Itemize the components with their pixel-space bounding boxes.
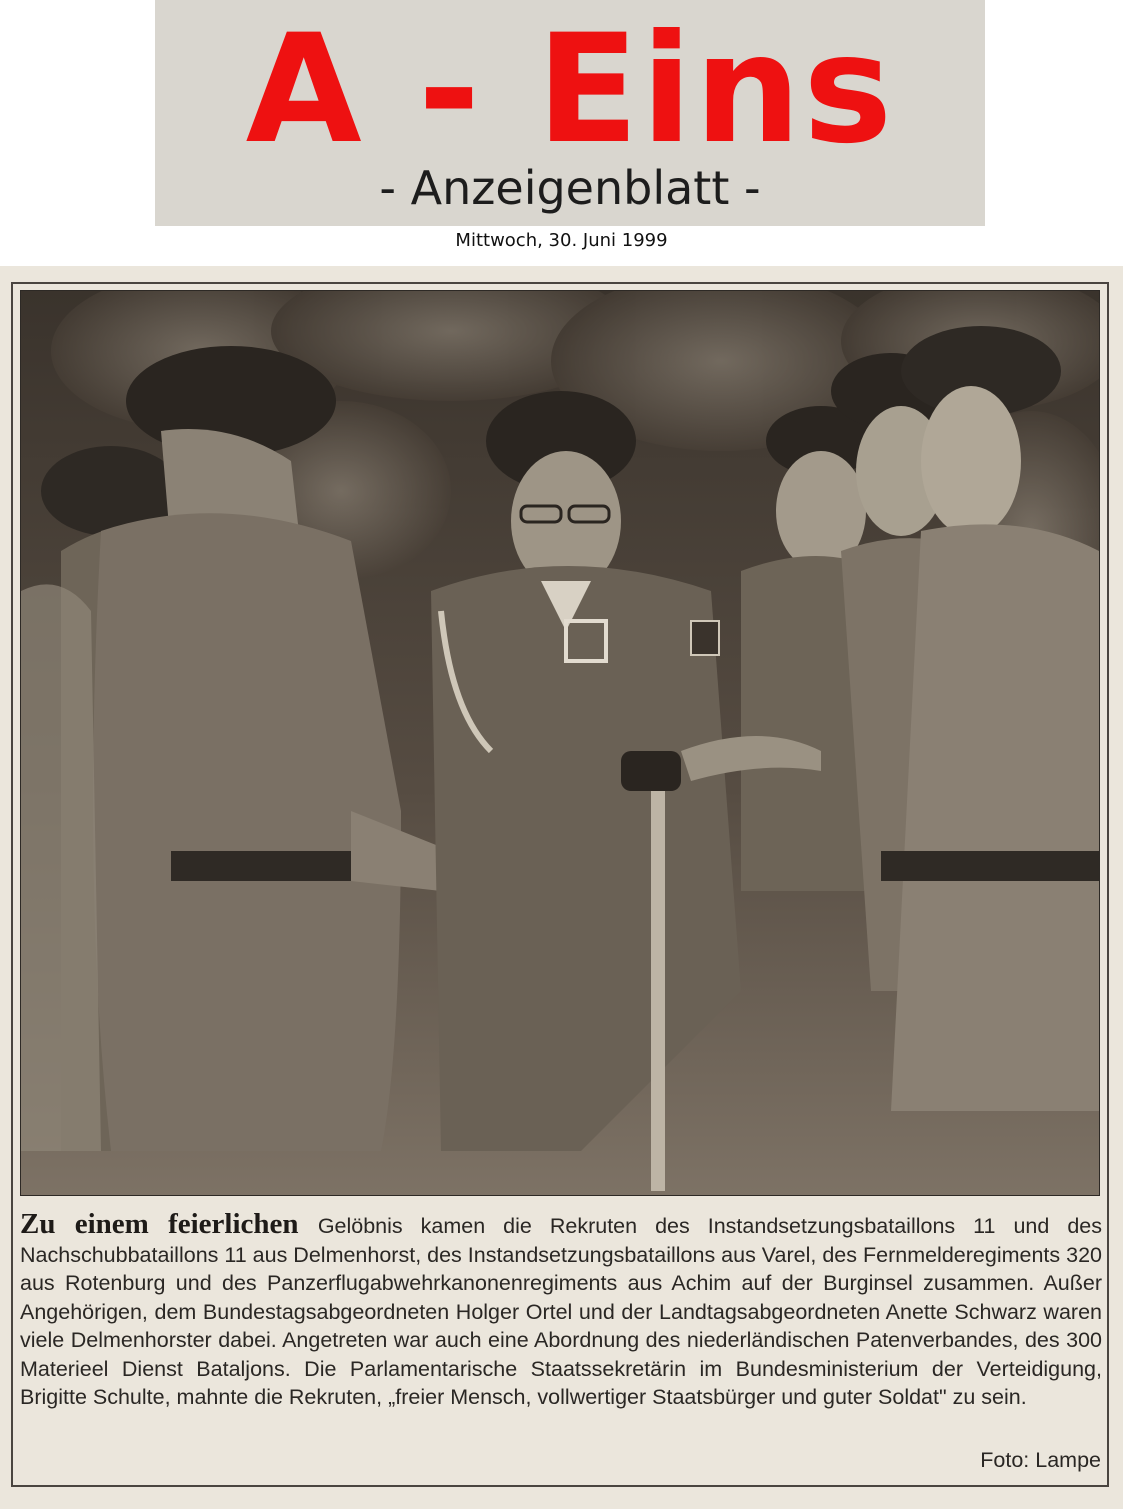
caption-lead: Zu einem feierlichen xyxy=(20,1208,318,1240)
issue-date: Mittwoch, 30. Juni 1999 xyxy=(455,230,668,251)
newspaper-clipping xyxy=(0,266,1123,1509)
photo-credit: Foto: Lampe xyxy=(980,1448,1101,1472)
masthead xyxy=(155,0,985,226)
article-photo xyxy=(20,290,1100,1196)
caption-body: Gelöbnis kamen die Rekruten des Instandsetzungsbataillons 11 und des Nachschubbataillons 11 aus Delmenhorst, des Instandsetzungsbataillons aus Varel, des Fernmelderegiments 320 aus Rotenburg und des Panzerflugabwehrkanonenregiments aus Achim auf der Burginsel zusammen. Außer Angehörigen, dem Bundestagsabgeordneten Holger Ortel und der Landtagsabgeordneten Anette Schwarz waren viele Delmenhorster dabei. Angetreten war auch eine Abordnung des niederländischen Patenverbandes, des 300 Materieel Dienst Bataljons. Die Parlamentarische Staatssekretärin im Bundesministerium der Verteidigung, Brigitte Schulte, mahnte die Rekruten, „freier Mensch, vollwertiger Staatsbürger und guter Soldat" zu sein. xyxy=(20,1214,1102,1409)
article-caption xyxy=(20,1210,1102,1412)
masthead-subtitle: - Anzeigenblatt - xyxy=(379,161,761,215)
masthead-title: A - Eins xyxy=(245,3,895,177)
photo-illustration xyxy=(21,291,1099,1195)
